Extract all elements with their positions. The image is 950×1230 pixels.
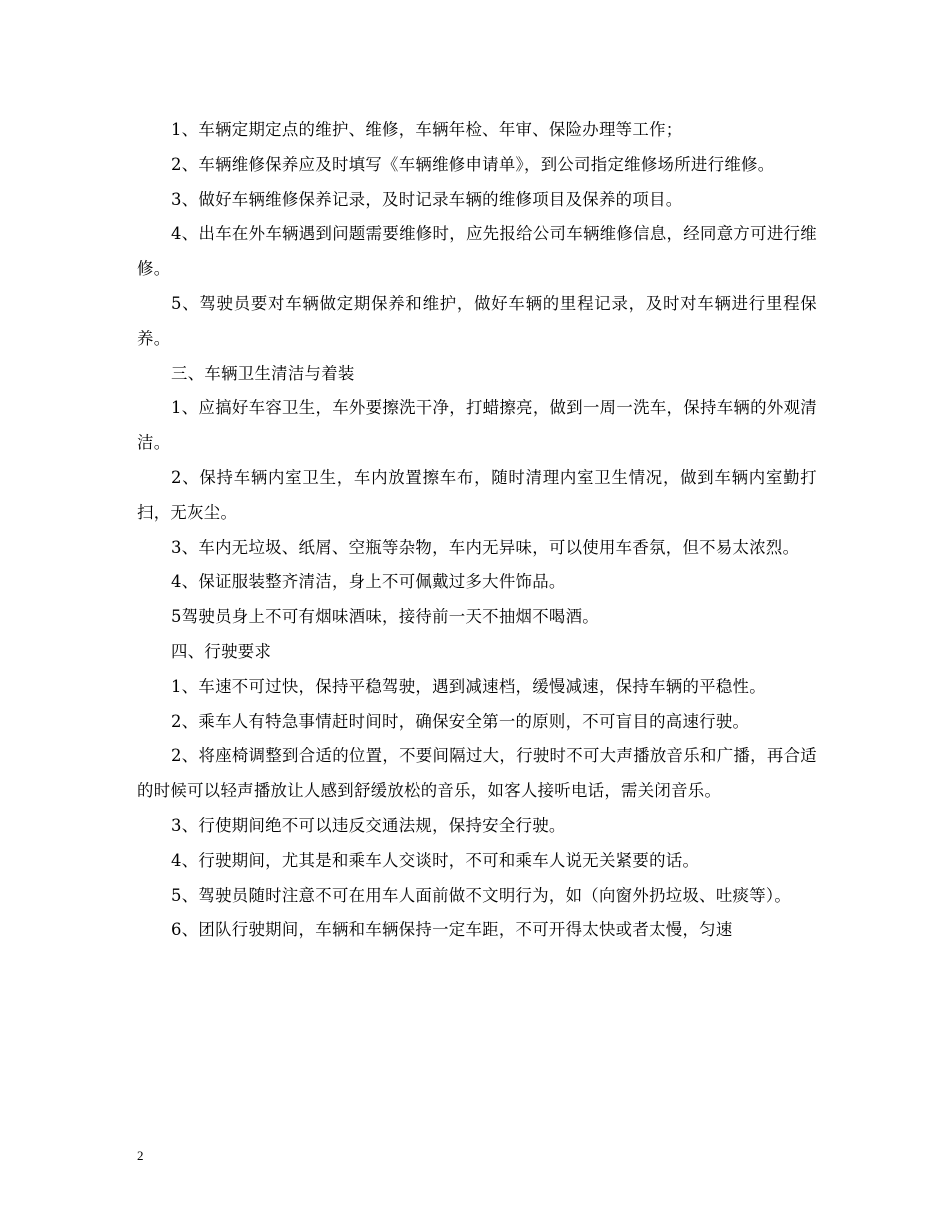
page-number: 2 (137, 1148, 144, 1163)
paragraph-hygiene-5: 5驾驶员身上不可有烟味酒味，接待前一天不抽烟不喝酒。 (171, 607, 599, 627)
paragraph-driving-5: 5、驾驶员随时注意不可在用车人面前做不文明行为，如（向窗外扔垃圾、吐痰等）。 (171, 885, 792, 905)
paragraph-maintenance-3: 3、做好车辆维修保养记录，及时记录车辆的维修项目及保养的项目。 (171, 189, 683, 209)
paragraph-maintenance-5: 5、驾驶员要对车辆做定期保养和维护，做好车辆的里程记录，及时对车辆进行里程保养。 (137, 293, 817, 348)
paragraph-maintenance-4: 4、出车在外车辆遇到问题需要维修时，应先报给公司车辆维修信息，经同意方可进行维修。 (137, 224, 817, 279)
section-heading-driving: 四、行驶要求 (171, 641, 272, 661)
paragraph-hygiene-2: 2、保持车辆内室卫生，车内放置擦车布，随时清理内室卫生情况，做到车辆内室勤打扫，无灰尘。 (137, 467, 817, 522)
paragraph-hygiene-4: 4、保证服装整齐清洁，身上不可佩戴过多大件饰品。 (171, 572, 566, 592)
paragraph-driving-6: 6、团队行驶期间，车辆和车辆保持一定车距，不可开得太快或者太慢，匀速 (171, 920, 733, 940)
document-body (137, 113, 817, 948)
paragraph-driving-4: 4、行驶期间，尤其是和乘车人交谈时，不可和乘车人说无关紧要的话。 (171, 850, 700, 870)
paragraph-hygiene-3: 3、车内无垃圾、纸屑、空瓶等杂物，车内无异味，可以使用车香氛，但不易太浓烈。 (171, 537, 800, 557)
paragraph-driving-2a: 2、乘车人有特急事情赶时间时，确保安全第一的原则，不可盲目的高速行驶。 (171, 711, 750, 731)
paragraph-hygiene-1: 1、应搞好车容卫生，车外要擦洗干净，打蜡擦亮，做到一周一洗车，保持车辆的外观清洁。 (137, 398, 817, 453)
paragraph-maintenance-1: 1、车辆定期定点的维护、维修，车辆年检、年审、保险办理等工作； (171, 120, 683, 139)
paragraph-driving-1: 1、车速不可过快，保持平稳驾驶，遇到减速档，缓慢减速，保持车辆的平稳性。 (171, 676, 766, 696)
paragraph-maintenance-2: 2、车辆维修保养应及时填写《车辆维修申请单》，到公司指定维修场所进行维修。 (171, 154, 775, 174)
paragraph-driving-3: 3、行使期间绝不可以违反交通法规，保持安全行驶。 (171, 815, 566, 835)
section-heading-hygiene: 三、车辆卫生清洁与着装 (171, 363, 355, 383)
paragraph-driving-2b: 2、将座椅调整到合适的位置，不要间隔过大，行驶时不可大声播放音乐和广播，再合适的时候可以轻声播放让人感到舒缓放松的音乐，如客人接听电话，需关闭音乐。 (137, 746, 817, 801)
